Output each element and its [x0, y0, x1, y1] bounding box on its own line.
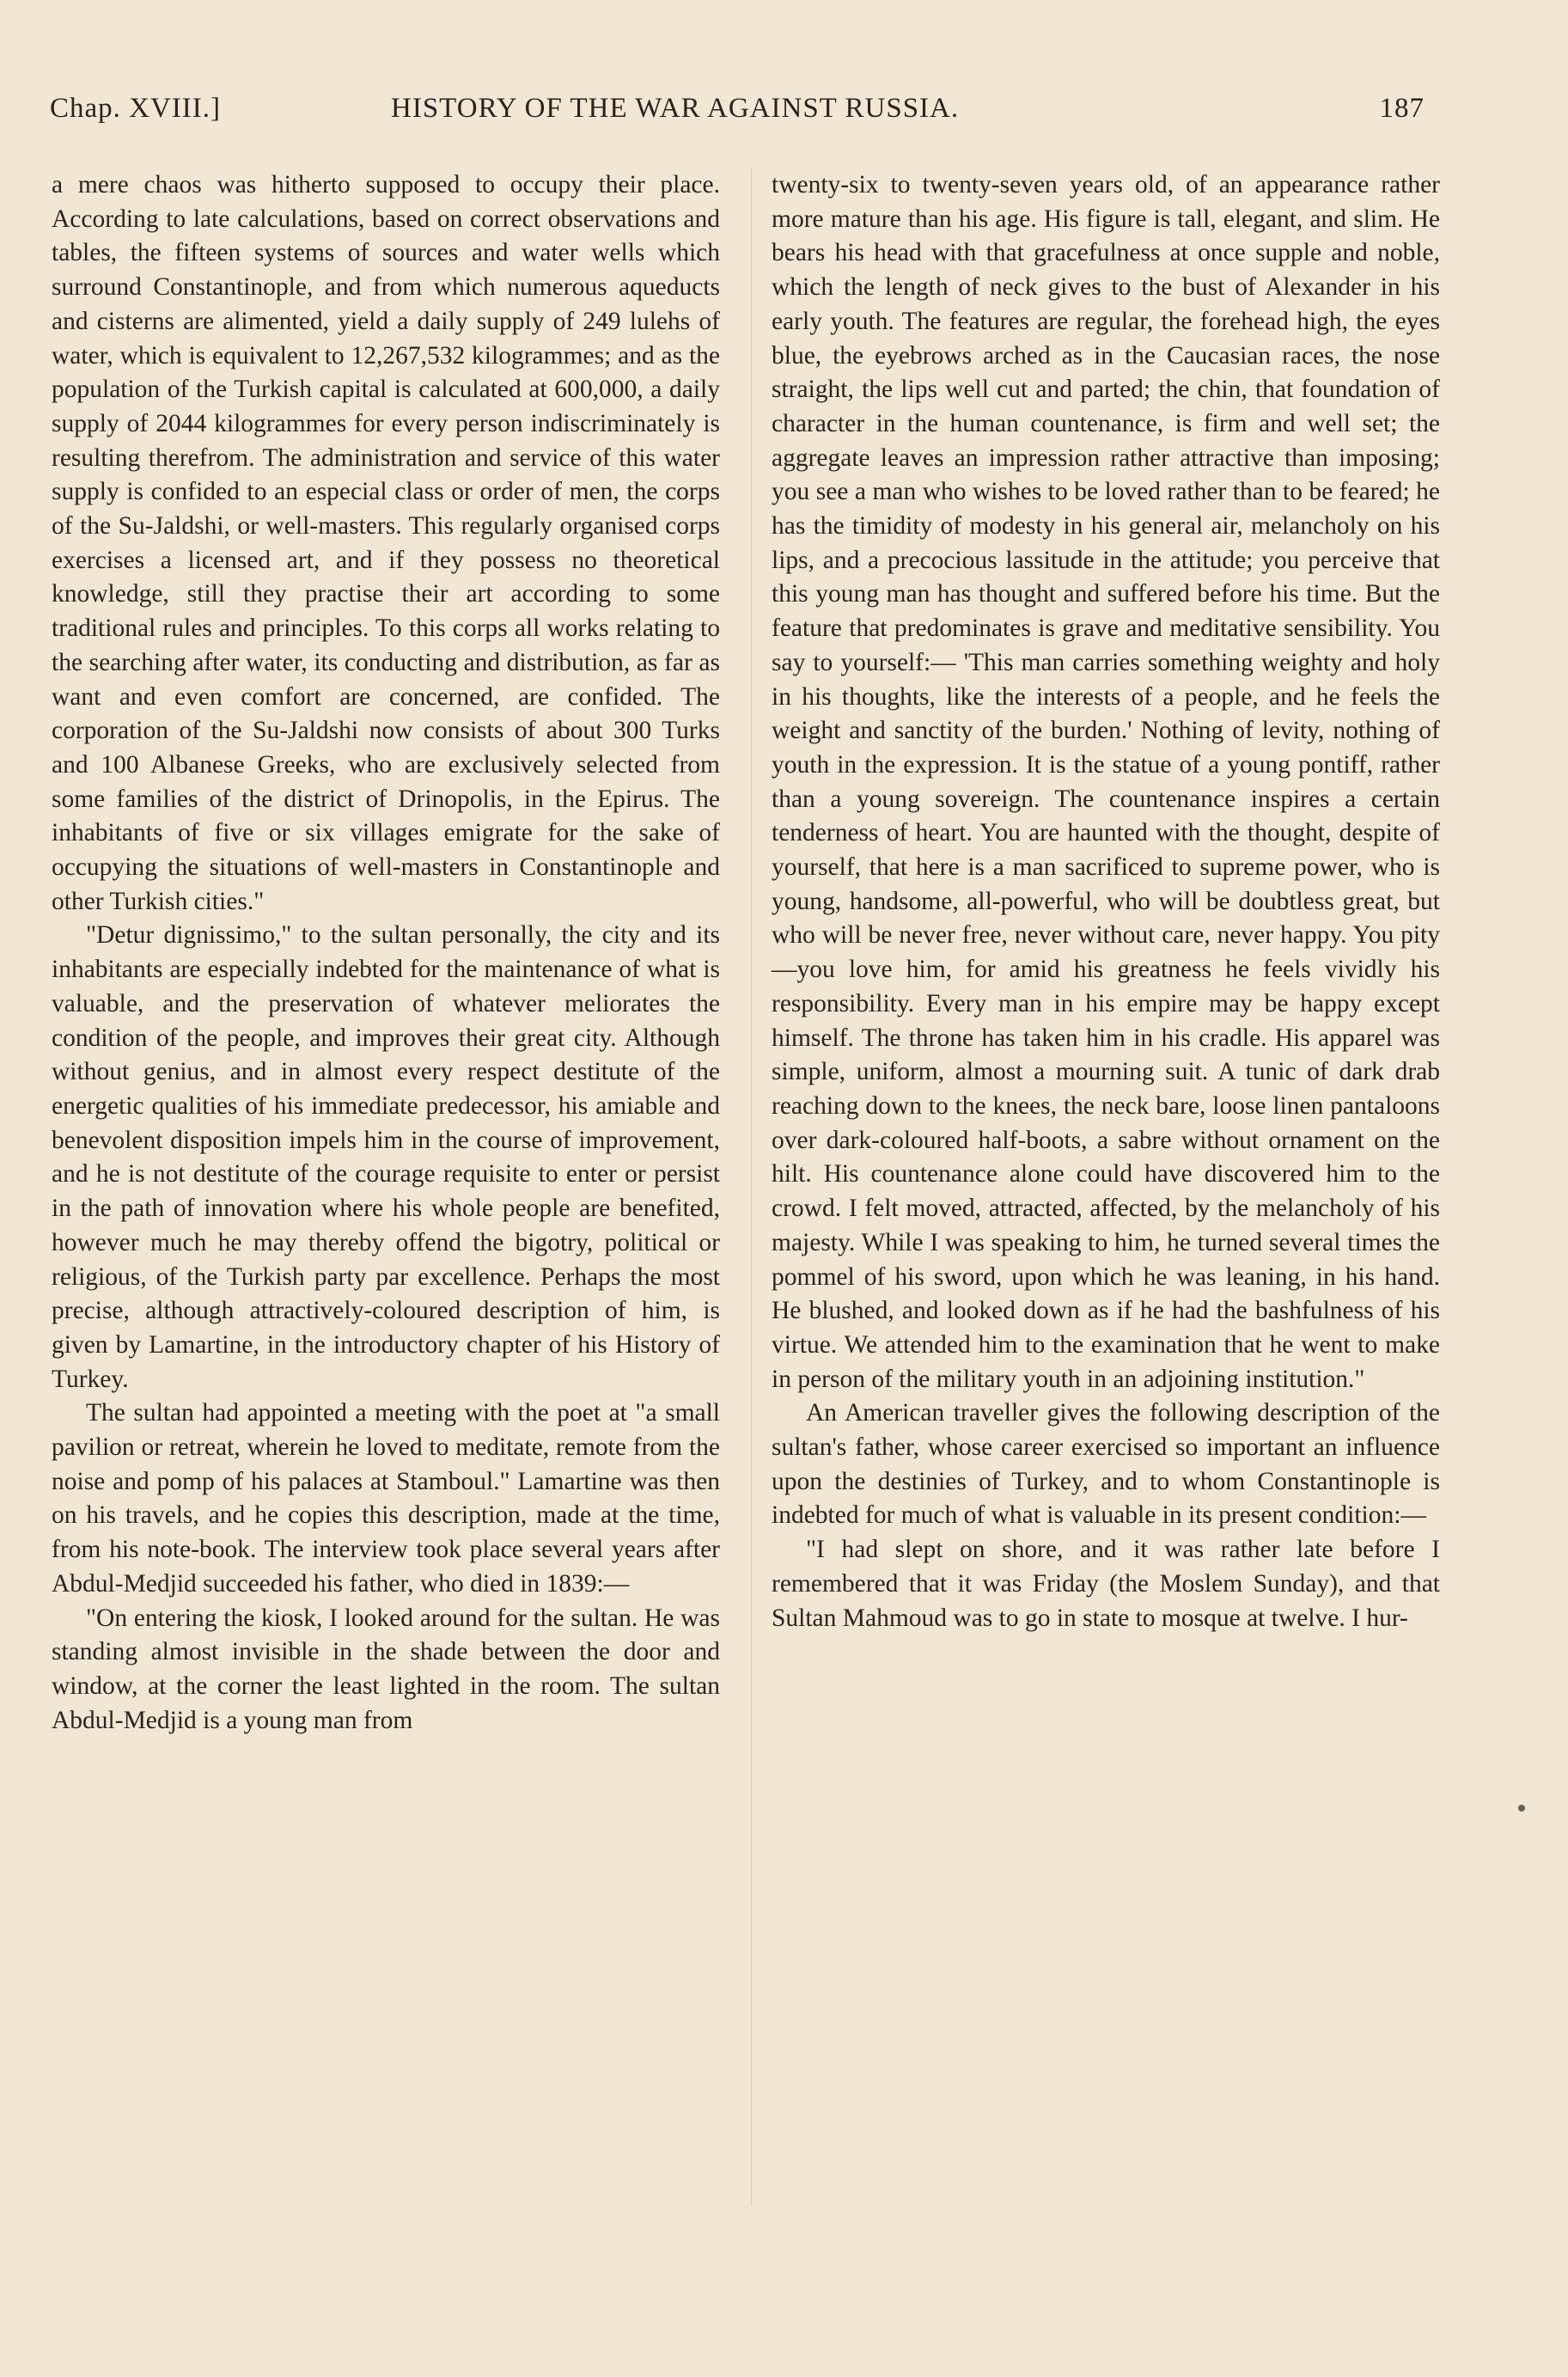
- paragraph: a mere chaos was hitherto supposed to occupy their place. According to late calculations, based on correct observations and tables, the fifteen systems of sources and water wells which surround Constantinople, and from which numerous aqueducts and cisterns are alimented, yield a daily supply of 249 lulehs of water, which is equivalent to 12,267,532 kilogrammes; and as the population of the Turkish capital is calculated at 600,000, a daily supply of 2044 kilogrammes for every person indiscriminately is resulting therefrom. The administration and service of this water supply is confided to an especial class or order of men, the corps of the Su-Jaldshi, or well-masters. This regularly organised corps exercises a licensed art, and if they possess no theoretical knowledge, still they practise their art according to some traditional rules and principles. To this corps all works relating to the searching after water, its conducting and distribution, as far as want and even comfort are concerned, are confided. The corporation of the Su-Jaldshi now consists of about 300 Turks and 100 Albanese Greeks, who are exclusively selected from some families of the district of Drinopolis, in the Epirus. The inhabitants of five or six villages emigrate for the sake of occupying the situations of well-masters in Constantinople and other Turkish cities.": [52, 171, 720, 915]
- left-column: [52, 168, 720, 1738]
- chapter-label: Chap. XVIII.]: [50, 93, 222, 124]
- column-divider: [751, 168, 752, 2205]
- right-column: [772, 168, 1440, 1635]
- margin-dot: [1518, 1805, 1525, 1812]
- running-title: HISTORY OF THE WAR AGAINST RUSSIA.: [391, 93, 960, 124]
- paragraph: twenty-six to twenty-seven years old, of an appearance rather more mature than his age. His figure is tall, elegant, and slim. He bears his head with that gracefulness at once supple and noble, which the length of neck gives to the bust of Alexander in his early youth. The features are regular, the forehead high, the eyes blue, the eyebrows arched as in the Caucasian races, the nose straight, the lips well cut and parted; the chin, that foundation of character in the human countenance, is firm and well set; the aggregate leaves an impression rather attractive than imposing; you see a man who wishes to be loved rather than to be feared; he has the timidity of modesty in his general air, melancholy on his lips, and a precocious lassitude in the attitude; you perceive that this young man has thought and suffered before his time. But the feature that predominates is grave and meditative sensibility. You say to yourself:— 'This man carries something weighty and holy in his thoughts, like the interests of a people, and he feels the weight and sanctity of the burden.' Nothing of levity, nothing of youth in the expression. It is the statue of a young pontiff, rather than a young sovereign. The countenance inspires a certain tenderness of heart. You are haunted with the thought, despite of yourself, that here is a man sacrificed to supreme power, who is young, handsome, all-powerful, who will be doubtless great, but who will be never free, never without care, never happy. You pity—you love him, for amid his greatness he feels vividly his responsibility. Every man in his empire may be happy except himself. The throne has taken him in his cradle. His apparel was simple, uniform, almost a mourning suit. A tunic of dark drab reaching down to the knees, the neck bare, loose linen pantaloons over dark-coloured half-boots, a sabre without ornament on the hilt. His countenance alone could have discovered him to the crowd. I felt moved, attracted, affected, by the melancholy of his majesty. While I was speaking to him, he turned several times the pommel of his sword, upon which he was leaning, in his hand. He blushed, and looked down as if he had the bashfulness of his virtue. We attended him to the examination that he went to make in person of the military youth in an adjoining institution.": [772, 171, 1440, 1393]
- paragraph: "I had slept on shore, and it was rather late before I remembered that it was Friday (the Moslem Sunday), and that Sultan Mahmoud was to go in state to mosque at twelve. I hur-: [772, 1536, 1440, 1632]
- paragraph: An American traveller gives the following description of the sultan's father, whose career exercised so important an influence upon the destinies of Turkey, and to whom Constantinople is indebted for much of what is valuable in its present condition:—: [772, 1399, 1440, 1530]
- paragraph: The sultan had appointed a meeting with the poet at "a small pavilion or retreat, wherein he loved to meditate, remote from the noise and pomp of his palaces at Stamboul." Lamartine was then on his travels, and he copies this description, made at the time, from his note-book. The interview took place several years after Abdul-Medjid succeeded his father, who died in 1839:—: [52, 1399, 720, 1598]
- paragraph: "Detur dignissimo," to the sultan personally, the city and its inhabitants are especially indebted for the maintenance of what is valuable, and the preservation of whatever meliorates the condition of the people, and improves their great city. Although without genius, and in almost every respect destitute of the energetic qualities of his immediate predecessor, his amiable and benevolent disposition impels him in the course of improvement, and he is not destitute of the courage requisite to enter or persist in the path of innovation where his whole people are benefited, however much he may thereby offend the bigotry, political or religious, of the Turkish party par excellence. Perhaps the most precise, although attractively-coloured description of him, is given by Lamartine, in the introductory chapter of his History of Turkey.: [52, 921, 720, 1393]
- paragraph: "On entering the kiosk, I looked around for the sultan. He was standing almost invisible in the shade between the door and window, at the corner the least lighted in the room. The sultan Abdul-Medjid is a young man from: [52, 1604, 720, 1734]
- page-number: 187: [1379, 93, 1425, 124]
- running-header: [50, 93, 1425, 134]
